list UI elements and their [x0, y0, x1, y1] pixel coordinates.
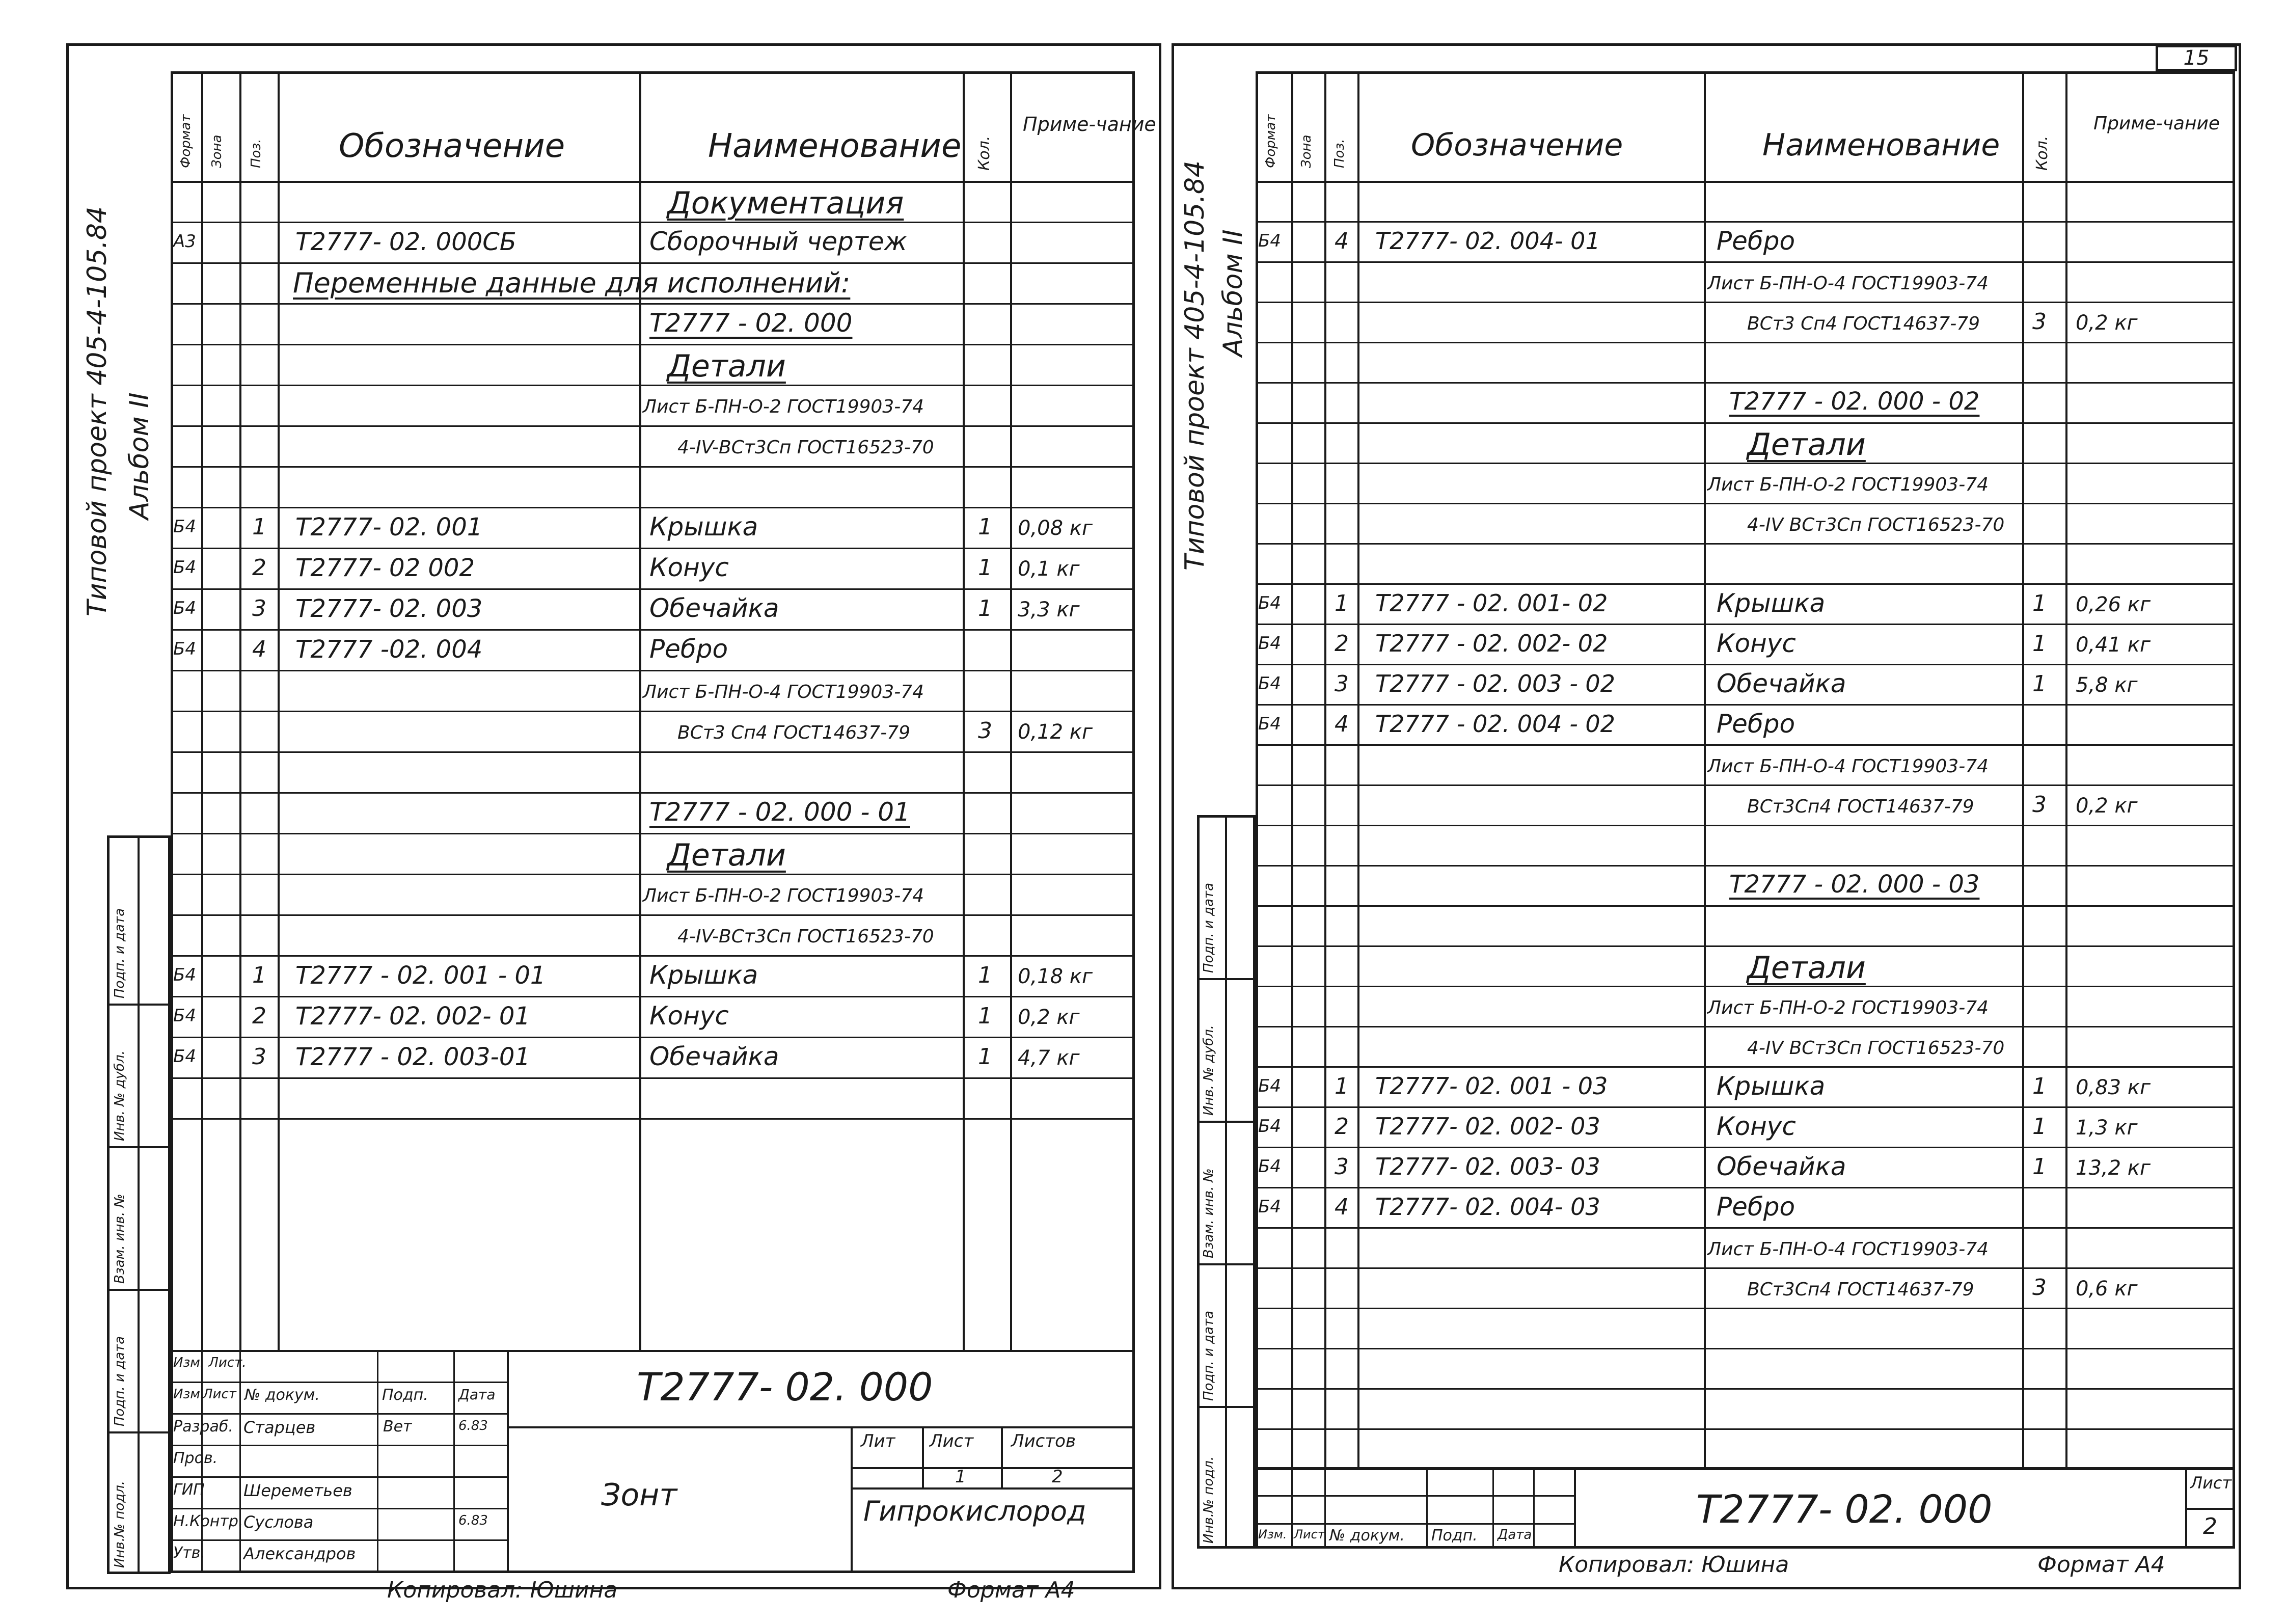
cell-format: Б4	[173, 598, 196, 618]
role: Пров.	[173, 1449, 218, 1467]
col-doc: № докум.	[1329, 1527, 1405, 1545]
cell-designation: Т2777 - 02. 003 - 02	[1375, 670, 1615, 697]
header-4: Наименование	[1762, 127, 2000, 163]
row-line	[171, 996, 1135, 997]
row-line	[1256, 784, 2235, 786]
cell-note: 0,2 кг	[2076, 311, 2138, 335]
row-line	[171, 1037, 1135, 1038]
cell-name: Детали	[1747, 427, 1866, 463]
cell-format: Б4	[173, 1046, 196, 1067]
cell-format: Б4	[1258, 593, 1281, 613]
stamp-label: Подп. и дата	[1201, 1310, 1216, 1401]
row-line	[1256, 342, 2235, 343]
title-grid-col	[1492, 1467, 1494, 1549]
cell-pos: 1	[1335, 590, 1349, 616]
cell-qty: 1	[2032, 671, 2047, 697]
header-1: Зона	[1299, 134, 1314, 168]
row-line	[1256, 1428, 2235, 1430]
title-grid-row	[171, 1445, 507, 1446]
row-line	[171, 344, 1135, 345]
header-3: Обозначение	[339, 127, 565, 165]
cell-qty: 1	[2032, 1154, 2047, 1180]
cell-designation: Т2777- 02. 000СБ	[295, 228, 516, 256]
cell-pos: 3	[1335, 671, 1349, 697]
row-line	[171, 914, 1135, 916]
row-line	[1256, 865, 2235, 867]
col-date: Дата	[458, 1386, 496, 1403]
cell-pos: 3	[1335, 1154, 1349, 1180]
header-0: Формат	[178, 114, 194, 168]
role: Утв.	[173, 1544, 205, 1562]
cell-format: Б4	[1258, 673, 1281, 694]
row-line	[171, 588, 1135, 590]
row-line	[171, 792, 1135, 794]
cell-name: Ребро	[1717, 709, 1795, 739]
cell-note: 0,6 кг	[2076, 1277, 2138, 1301]
stamp-label: Инв.№ подл.	[112, 1480, 127, 1568]
sheets-value: 2	[1052, 1467, 1063, 1487]
row-line	[171, 222, 1135, 223]
cell-name: Крышка	[649, 960, 758, 990]
stamp-label: Взам. инв. №	[112, 1194, 127, 1284]
cell-qty: 1	[2032, 590, 2047, 616]
cell-note: 0,1 кг	[1018, 557, 1080, 581]
cell-qty: 1	[978, 1003, 992, 1029]
cell-note: 0,2 кг	[2076, 794, 2138, 818]
title-grid-row	[171, 1508, 507, 1509]
row-line	[171, 629, 1135, 631]
stamp-line	[107, 1289, 171, 1291]
cell-name: Т2777 - 02. 000 - 02	[1729, 387, 1980, 416]
cell-qty: 1	[2032, 631, 2047, 657]
cell-name: Конус	[649, 1001, 729, 1031]
header-6: Приме-чание	[1023, 113, 1156, 136]
role-name: Александров	[243, 1544, 356, 1563]
cell-pos: 1	[252, 514, 266, 540]
title-block-line	[851, 1426, 853, 1573]
cell-format: Б4	[1258, 1156, 1281, 1177]
stamp-line	[1197, 1263, 1256, 1265]
title-grid-col	[1426, 1467, 1428, 1549]
row-line	[171, 466, 1135, 468]
row-line	[171, 303, 1135, 305]
cell-designation: Т2777- 02. 002- 01	[295, 1002, 530, 1031]
row-line	[171, 385, 1135, 386]
row-line	[1256, 463, 2235, 464]
col-date: Дата	[1498, 1527, 1532, 1542]
title-block-top	[171, 1350, 1135, 1352]
copied-by: Копировал: Юшина	[387, 1577, 618, 1603]
cell-designation: Т2777 - 02. 002- 02	[1375, 630, 1608, 657]
cell-pos: 4	[1335, 711, 1349, 737]
cell-name: Лист Б-ПН-О-2 ГОСТ19903-74	[1707, 474, 1989, 495]
header-2: Поз.	[1332, 139, 1347, 168]
row-line	[171, 262, 1135, 264]
role-name: Шереметьев	[243, 1481, 352, 1500]
cell-qty: 1	[978, 555, 992, 581]
stamp-line	[1197, 978, 1256, 980]
cell-format: Б4	[173, 557, 196, 578]
role-date: 6.83	[458, 1513, 488, 1528]
cell-designation: Т2777- 02. 003- 03	[1375, 1153, 1600, 1180]
row-line	[171, 751, 1135, 753]
column-line	[1291, 71, 1293, 1467]
title-block-line	[851, 1487, 1135, 1490]
row-line	[1256, 543, 2235, 545]
title-grid-row	[171, 1476, 507, 1478]
cell-name: ВСт3Сп4 ГОСТ14637-79	[1747, 796, 1974, 817]
role-name: Старцев	[243, 1418, 316, 1437]
cell-format: Б4	[1258, 1076, 1281, 1096]
title-grid-row	[1256, 1495, 1574, 1497]
row-line	[1256, 1187, 2235, 1188]
column-line	[1704, 71, 1706, 1467]
row-line	[1256, 1308, 2235, 1309]
cell-name: ВСт3 Сп4 ГОСТ14637-79	[1747, 313, 1980, 334]
row-line	[1256, 704, 2235, 706]
stamp-label: Инв.№ подл.	[1201, 1456, 1216, 1544]
role: Н.Контр.	[173, 1512, 243, 1530]
row-line	[171, 833, 1135, 834]
cell-qty: 3	[2032, 1275, 2047, 1301]
column-line	[2065, 71, 2067, 1467]
cell-name: 4-IV ВСт3Сп ГОСТ16523-70	[1747, 515, 2005, 535]
cell-name: Детали	[667, 348, 786, 384]
row-line	[171, 548, 1135, 549]
cell-designation: Т2777- 02. 004- 01	[1375, 227, 1600, 255]
stamp-line	[1197, 1121, 1256, 1123]
sheet-value: 2	[2203, 1513, 2217, 1539]
sheet-label: Лист	[2190, 1473, 2232, 1493]
cell-name: 4-IV-ВСт3Сп ГОСТ16523-70	[677, 926, 934, 947]
row-line	[1256, 744, 2235, 746]
cell-format: Б4	[173, 965, 196, 985]
cell-name: Лист Б-ПН-О-4 ГОСТ19903-74	[643, 682, 924, 702]
cell-note: 1,3 кг	[2076, 1116, 2138, 1140]
cell-pos: 1	[1335, 1073, 1349, 1099]
row-line	[1256, 1106, 2235, 1108]
cell-name: Лист Б-ПН-О-2 ГОСТ19903-74	[1707, 997, 1989, 1018]
title-grid-row	[171, 1382, 507, 1383]
cell-format: Б4	[1258, 231, 1281, 251]
cell-name: Детали	[1747, 950, 1866, 986]
stamp-label: Инв. № дубл.	[112, 1050, 127, 1141]
title-grid-row	[1256, 1523, 1574, 1525]
title-block-line	[507, 1426, 1135, 1428]
cell-qty: 1	[2032, 1114, 2047, 1140]
cell-note: 5,8 кг	[2076, 673, 2138, 697]
cell-format: Б4	[173, 639, 196, 659]
cell-designation: Т2777 - 02. 004 - 02	[1375, 710, 1615, 738]
col-doc: № докум.	[244, 1386, 320, 1404]
cell-note: 3,3 кг	[1018, 598, 1080, 621]
row-line	[1256, 422, 2235, 424]
cell-pos: 4	[1335, 1194, 1349, 1220]
cell-name: Ребро	[1717, 1192, 1795, 1222]
row-line	[1256, 825, 2235, 826]
side-title: Типовой проект 405-4-105.84	[82, 206, 113, 616]
cell-designation: Т2777 - 02. 001- 02	[1375, 589, 1608, 617]
header-4: Наименование	[708, 127, 962, 165]
row-line	[1256, 302, 2235, 303]
cell-designation: Т2777- 02. 001 - 03	[1375, 1072, 1608, 1100]
side-title: Типовой проект 405-4-105.84	[1180, 160, 1210, 571]
izm-list-row: Изм. Лист.	[173, 1355, 247, 1370]
col-list: Лист	[1294, 1527, 1325, 1541]
format-label: Формат А4	[2037, 1552, 2165, 1578]
cell-qty: 3	[2032, 309, 2047, 335]
doc-number: Т2777- 02. 000	[637, 1364, 933, 1410]
row-line	[171, 425, 1135, 427]
stamp-line	[107, 1004, 171, 1006]
cell-note: 0,26 кг	[2076, 593, 2151, 616]
col-izm: Изм.	[1258, 1527, 1287, 1541]
row-line	[1256, 1348, 2235, 1349]
role-date: 6.83	[458, 1418, 488, 1433]
title-grid-col	[1291, 1467, 1293, 1549]
cell-qty: 1	[978, 514, 992, 540]
cell-name: Крышка	[649, 512, 758, 542]
cell-note: 13,2 кг	[2076, 1156, 2151, 1180]
page-number: 15	[2183, 46, 2210, 70]
header-2: Поз.	[249, 139, 264, 168]
cell-qty: 3	[978, 718, 992, 744]
lit-label: Лит	[861, 1431, 895, 1451]
cell-name: ВСт3Сп4 ГОСТ14637-79	[1747, 1279, 1974, 1300]
cell-name: Лист Б-ПН-О-2 ГОСТ19903-74	[643, 396, 924, 417]
title-block-line	[922, 1426, 924, 1487]
title-grid-col	[1533, 1467, 1535, 1549]
row-line	[1256, 221, 2235, 223]
stamp-divider	[1225, 815, 1227, 1549]
row-line	[1256, 1388, 2235, 1390]
cell-qty: 1	[978, 962, 992, 988]
cell-name: Обечайка	[1717, 1152, 1846, 1181]
row-line	[1256, 945, 2235, 947]
cell-name: Т2777 - 02. 000	[649, 308, 853, 338]
cell-note: 0,2 кг	[1018, 1006, 1080, 1029]
sheets-label: Листов	[1011, 1431, 1076, 1451]
side-title-album: Альбом II	[124, 392, 155, 520]
cell-note: 4,7 кг	[1018, 1046, 1080, 1070]
header-qty: Кол.	[2033, 136, 2051, 171]
cell-name: Переменные данные для исполнений:	[293, 267, 851, 299]
cell-designation: Т2777- 02. 003	[295, 594, 483, 623]
cell-format: Б4	[1258, 1197, 1281, 1217]
format-label: Формат А4	[947, 1577, 1075, 1603]
cell-format: Б4	[173, 1006, 196, 1026]
row-line	[1256, 1267, 2235, 1269]
cell-designation: Т2777 - 02. 003-01	[295, 1043, 530, 1071]
cell-name: Лист Б-ПН-О-4 ГОСТ19903-74	[1707, 1239, 1989, 1260]
role-name: Суслова	[243, 1512, 314, 1532]
cell-name: Обечайка	[649, 1042, 779, 1071]
cell-designation: Т2777- 02. 002- 03	[1375, 1113, 1600, 1140]
cell-pos: 1	[252, 962, 266, 988]
cell-name: Обечайка	[1717, 669, 1846, 698]
cell-format: Б4	[1258, 1116, 1281, 1136]
cell-note: 0,83 кг	[2076, 1076, 2151, 1099]
row-line	[1256, 986, 2235, 987]
cell-pos: 2	[1335, 631, 1349, 657]
col-list: Лист	[203, 1387, 236, 1402]
role: Разраб.	[173, 1418, 233, 1436]
cell-name: Документация	[667, 185, 904, 221]
cell-name: Конус	[1717, 629, 1796, 658]
cell-designation: Т2777 - 02. 001 - 01	[295, 961, 546, 990]
doc-number: Т2777- 02. 000	[1696, 1486, 1993, 1532]
row-line	[1256, 1227, 2235, 1229]
cell-note: 0,12 кг	[1018, 720, 1093, 744]
copied-by: Копировал: Юшина	[1559, 1552, 1789, 1578]
cell-qty: 3	[2032, 792, 2047, 818]
row-line	[1256, 664, 2235, 665]
header-1: Зона	[209, 134, 225, 168]
cell-format: Б4	[173, 517, 196, 537]
cell-format: Б4	[1258, 714, 1281, 734]
cell-pos: 2	[1335, 1114, 1349, 1140]
cell-name: Лист Б-ПН-О-4 ГОСТ19903-74	[1707, 756, 1989, 777]
stamp-label: Подп. и дата	[1201, 882, 1216, 973]
title-block-top	[1256, 1467, 2235, 1469]
header-divider	[171, 181, 1135, 183]
row-line	[1256, 1147, 2235, 1148]
row-line	[1256, 503, 2235, 504]
cell-designation: Т2777- 02. 004- 03	[1375, 1193, 1600, 1221]
row-line	[1256, 624, 2235, 625]
sheet-value: 1	[955, 1467, 966, 1487]
cell-qty: 1	[2032, 1073, 2047, 1099]
row-line	[171, 955, 1135, 957]
header-qty: Кол.	[975, 136, 993, 171]
cell-pos: 2	[252, 555, 266, 581]
cell-note: 0,08 кг	[1018, 517, 1093, 540]
cell-designation: Т2777- 02. 001	[295, 513, 483, 542]
stamp-line	[1197, 1406, 1256, 1408]
cell-name: Т2777 - 02. 000 - 01	[649, 797, 910, 827]
stamp-label: Подп. и дата	[112, 908, 127, 998]
row-line	[171, 711, 1135, 712]
stamp-divider	[138, 835, 140, 1574]
cell-designation: Т2777- 02 002	[295, 554, 475, 582]
header-3: Обозначение	[1411, 127, 1623, 163]
cell-name: 4-IV ВСт3Сп ГОСТ16523-70	[1747, 1038, 2005, 1059]
header-divider	[1256, 181, 2235, 183]
cell-pos: 2	[252, 1003, 266, 1029]
cell-name: Крышка	[1717, 588, 1826, 618]
col-izm: Изм.	[173, 1387, 205, 1402]
stamp-line	[107, 1431, 171, 1433]
cell-pos: 3	[252, 1044, 266, 1070]
cell-name: Т2777 - 02. 000 - 03	[1729, 870, 1980, 899]
stamp-label: Инв. № дубл.	[1201, 1025, 1216, 1116]
cell-note: 0,41 кг	[2076, 633, 2151, 657]
col-sign: Подп.	[382, 1386, 428, 1404]
cell-name: Детали	[667, 837, 786, 873]
cell-format: Б4	[1258, 633, 1281, 654]
doc-title: Зонт	[601, 1477, 677, 1513]
cell-name: Обечайка	[649, 593, 779, 623]
side-title-album: Альбом II	[1218, 229, 1248, 357]
cell-name: Крышка	[1717, 1071, 1826, 1101]
cell-designation: Т2777 -02. 004	[295, 635, 483, 664]
cell-name: Лист Б-ПН-О-2 ГОСТ19903-74	[643, 885, 924, 906]
column-line	[1324, 71, 1326, 1467]
cell-qty: 1	[978, 1044, 992, 1070]
row-line	[1256, 1066, 2235, 1068]
row-line	[1256, 1026, 2235, 1027]
title-grid-row	[171, 1413, 507, 1415]
title-block-divider	[1574, 1467, 1576, 1549]
cell-qty: 1	[978, 596, 992, 621]
cell-name: Сборочный чертеж	[649, 227, 907, 256]
header-0: Формат	[1263, 114, 1278, 168]
cell-name: ВСт3 Сп4 ГОСТ14637-79	[677, 722, 911, 743]
cell-name: Конус	[1717, 1112, 1796, 1141]
column-line	[1357, 71, 1359, 1467]
stamp-label: Подп. и дата	[112, 1336, 127, 1426]
row-line	[171, 1118, 1135, 1120]
row-line	[171, 1077, 1135, 1079]
cell-name: Лист Б-ПН-О-4 ГОСТ19903-74	[1707, 273, 1989, 294]
cell-name: Ребро	[649, 634, 728, 664]
cell-name: Ребро	[1717, 226, 1795, 256]
cell-pos: 3	[252, 596, 266, 621]
title-grid-col	[507, 1350, 508, 1573]
cell-note: 0,18 кг	[1018, 965, 1093, 988]
cell-name: Конус	[649, 553, 729, 582]
title-grid-row	[171, 1539, 507, 1541]
role: ГИП	[173, 1481, 205, 1499]
stamp-line	[107, 1146, 171, 1148]
cell-name: 4-IV-ВСт3Сп ГОСТ16523-70	[677, 437, 934, 458]
cell-pos: 4	[1335, 228, 1349, 254]
row-line	[1256, 261, 2235, 263]
row-line	[1256, 905, 2235, 907]
organization: Гипрокислород	[863, 1495, 1086, 1527]
row-line	[171, 507, 1135, 508]
row-line	[171, 670, 1135, 671]
sheet-label: Лист	[930, 1431, 974, 1451]
title-block-line	[2185, 1508, 2235, 1510]
column-line	[2022, 71, 2024, 1467]
row-line	[171, 874, 1135, 875]
title-block-line	[1001, 1426, 1003, 1487]
row-line	[1256, 583, 2235, 585]
header-6: Приме-чание	[2093, 113, 2220, 134]
cell-format: А3	[173, 231, 196, 252]
stamp-label: Взам. инв. №	[1201, 1168, 1216, 1258]
row-line	[1256, 382, 2235, 384]
cell-pos: 4	[252, 636, 266, 662]
col-sign: Подп.	[1431, 1527, 1478, 1545]
role-sign: Вет	[383, 1418, 412, 1436]
title-block-line	[851, 1467, 1135, 1469]
